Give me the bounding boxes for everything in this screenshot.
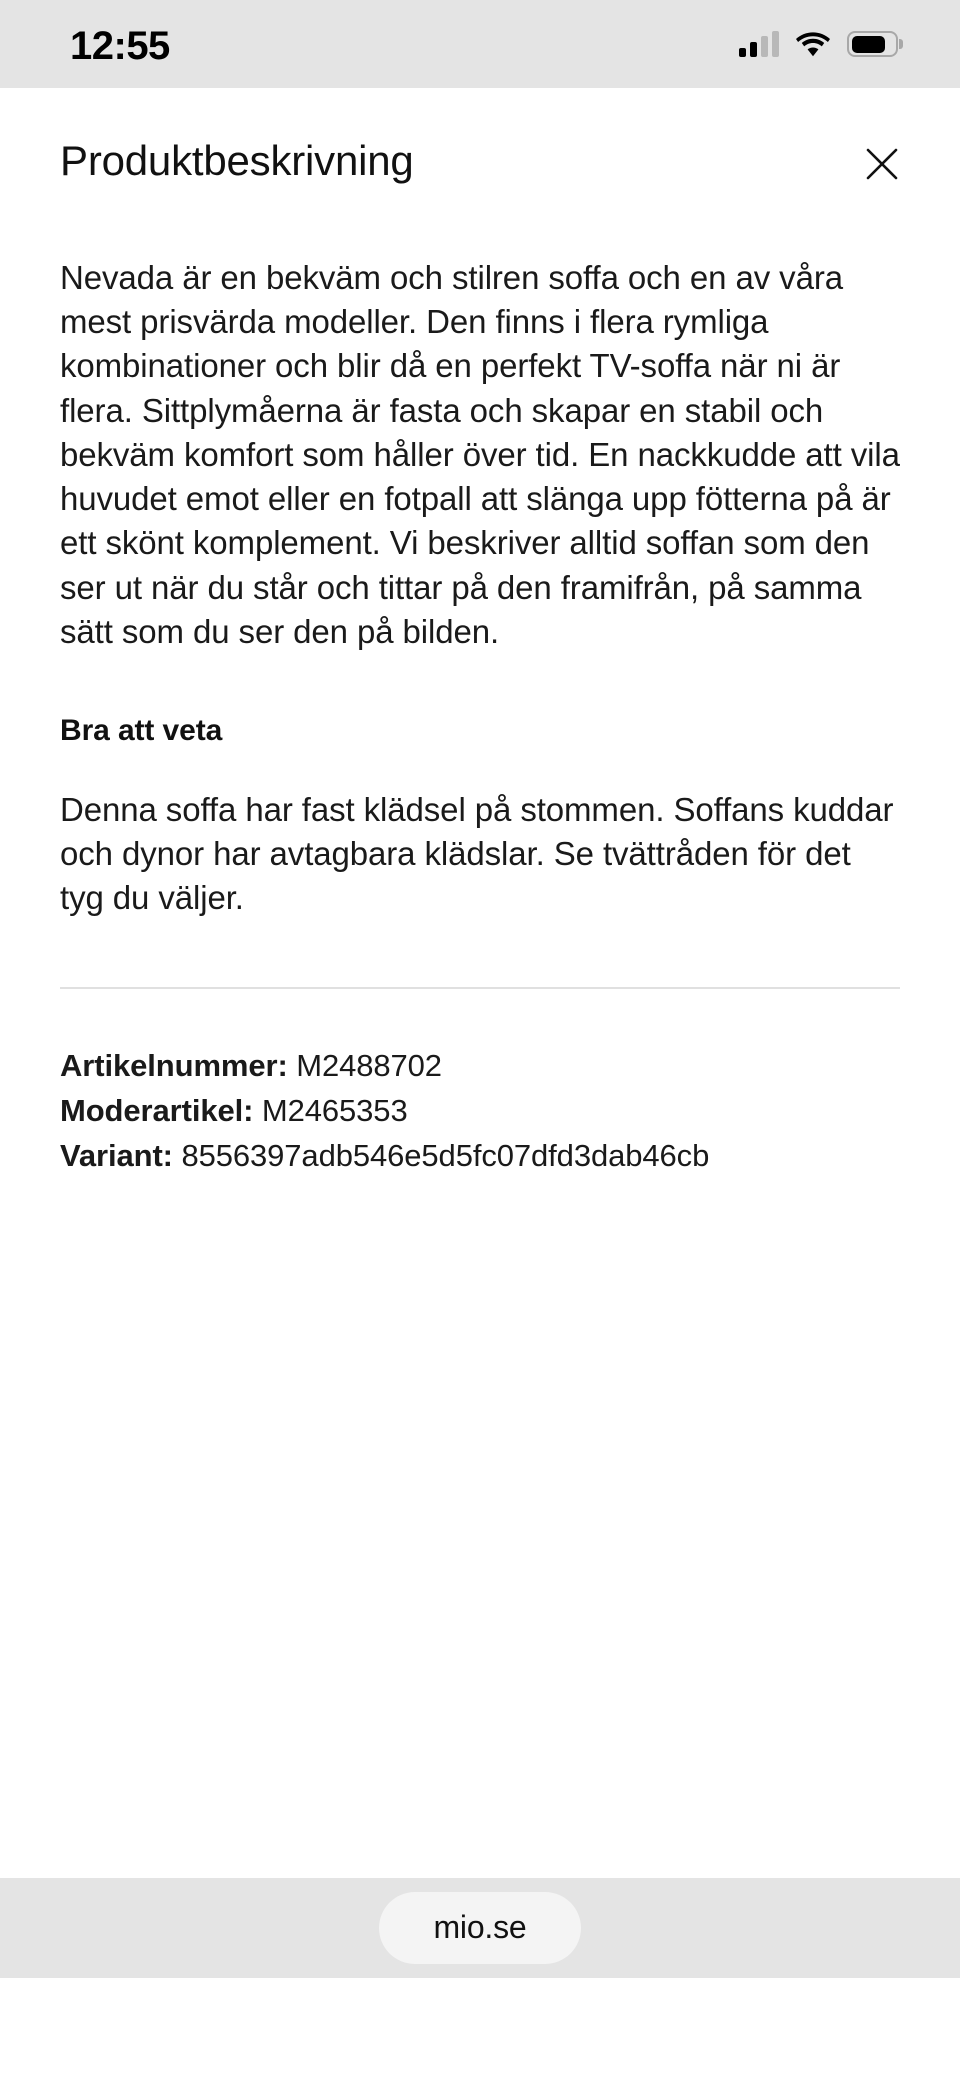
description-content [60,188,900,1178]
good-to-know-paragraph: Denna soffa har fast klädsel på stommen. Soffans kuddar och dynor har avtagbara klädslar. Se tvättråden för det tyg du väljer. [60,790,894,917]
article-meta [60,989,900,1179]
browser-bottom-bar [0,1878,960,1978]
status-bar-time: 12:55 [70,24,170,68]
product-description-sheet [0,88,960,1978]
close-button[interactable] [858,140,906,188]
meta-row-article-number [60,1043,900,1088]
product-description-paragraph: Nevada är en bekväm och stilren soffa och en av våra mest prisvärda modeller. Den finns i flera rymliga kombinationer och blir då en perfekt TV-soffa när ni är flera. Sittplymåerna är fasta och skapar en stabil och bekväm komfort som håller över tid. En nackkudde att vila huvudet emot eller en fotpall att slänga upp fötterna på är ett skönt komplement. Vi beskriver alltid soffan som den ser ut när du står och tittar på den framifrån, på samma sätt som du ser den på bilden. [60,259,900,650]
meta-value: 8556397adb546e5d5fc07dfd3dab46cb [181,1138,710,1174]
good-to-know-heading: Bra att veta [60,713,223,747]
meta-label: Variant: [60,1138,173,1174]
close-icon [865,147,899,181]
meta-row-variant [60,1133,900,1178]
meta-value: M2488702 [296,1047,442,1083]
cellular-signal-icon [739,31,779,57]
site-domain-pill[interactable]: mio.se [379,1892,580,1963]
page-title: Produktbeskrivning [60,137,414,184]
status-bar [0,0,960,88]
meta-value: M2465353 [261,1092,408,1128]
status-bar-icons [739,31,898,57]
meta-label: Artikelnummer: [60,1047,288,1083]
wifi-icon [796,31,830,57]
sheet-header [60,88,900,188]
meta-label: Moderartikel: [60,1092,254,1128]
meta-row-parent-article [60,1088,900,1133]
battery-icon [847,31,898,57]
